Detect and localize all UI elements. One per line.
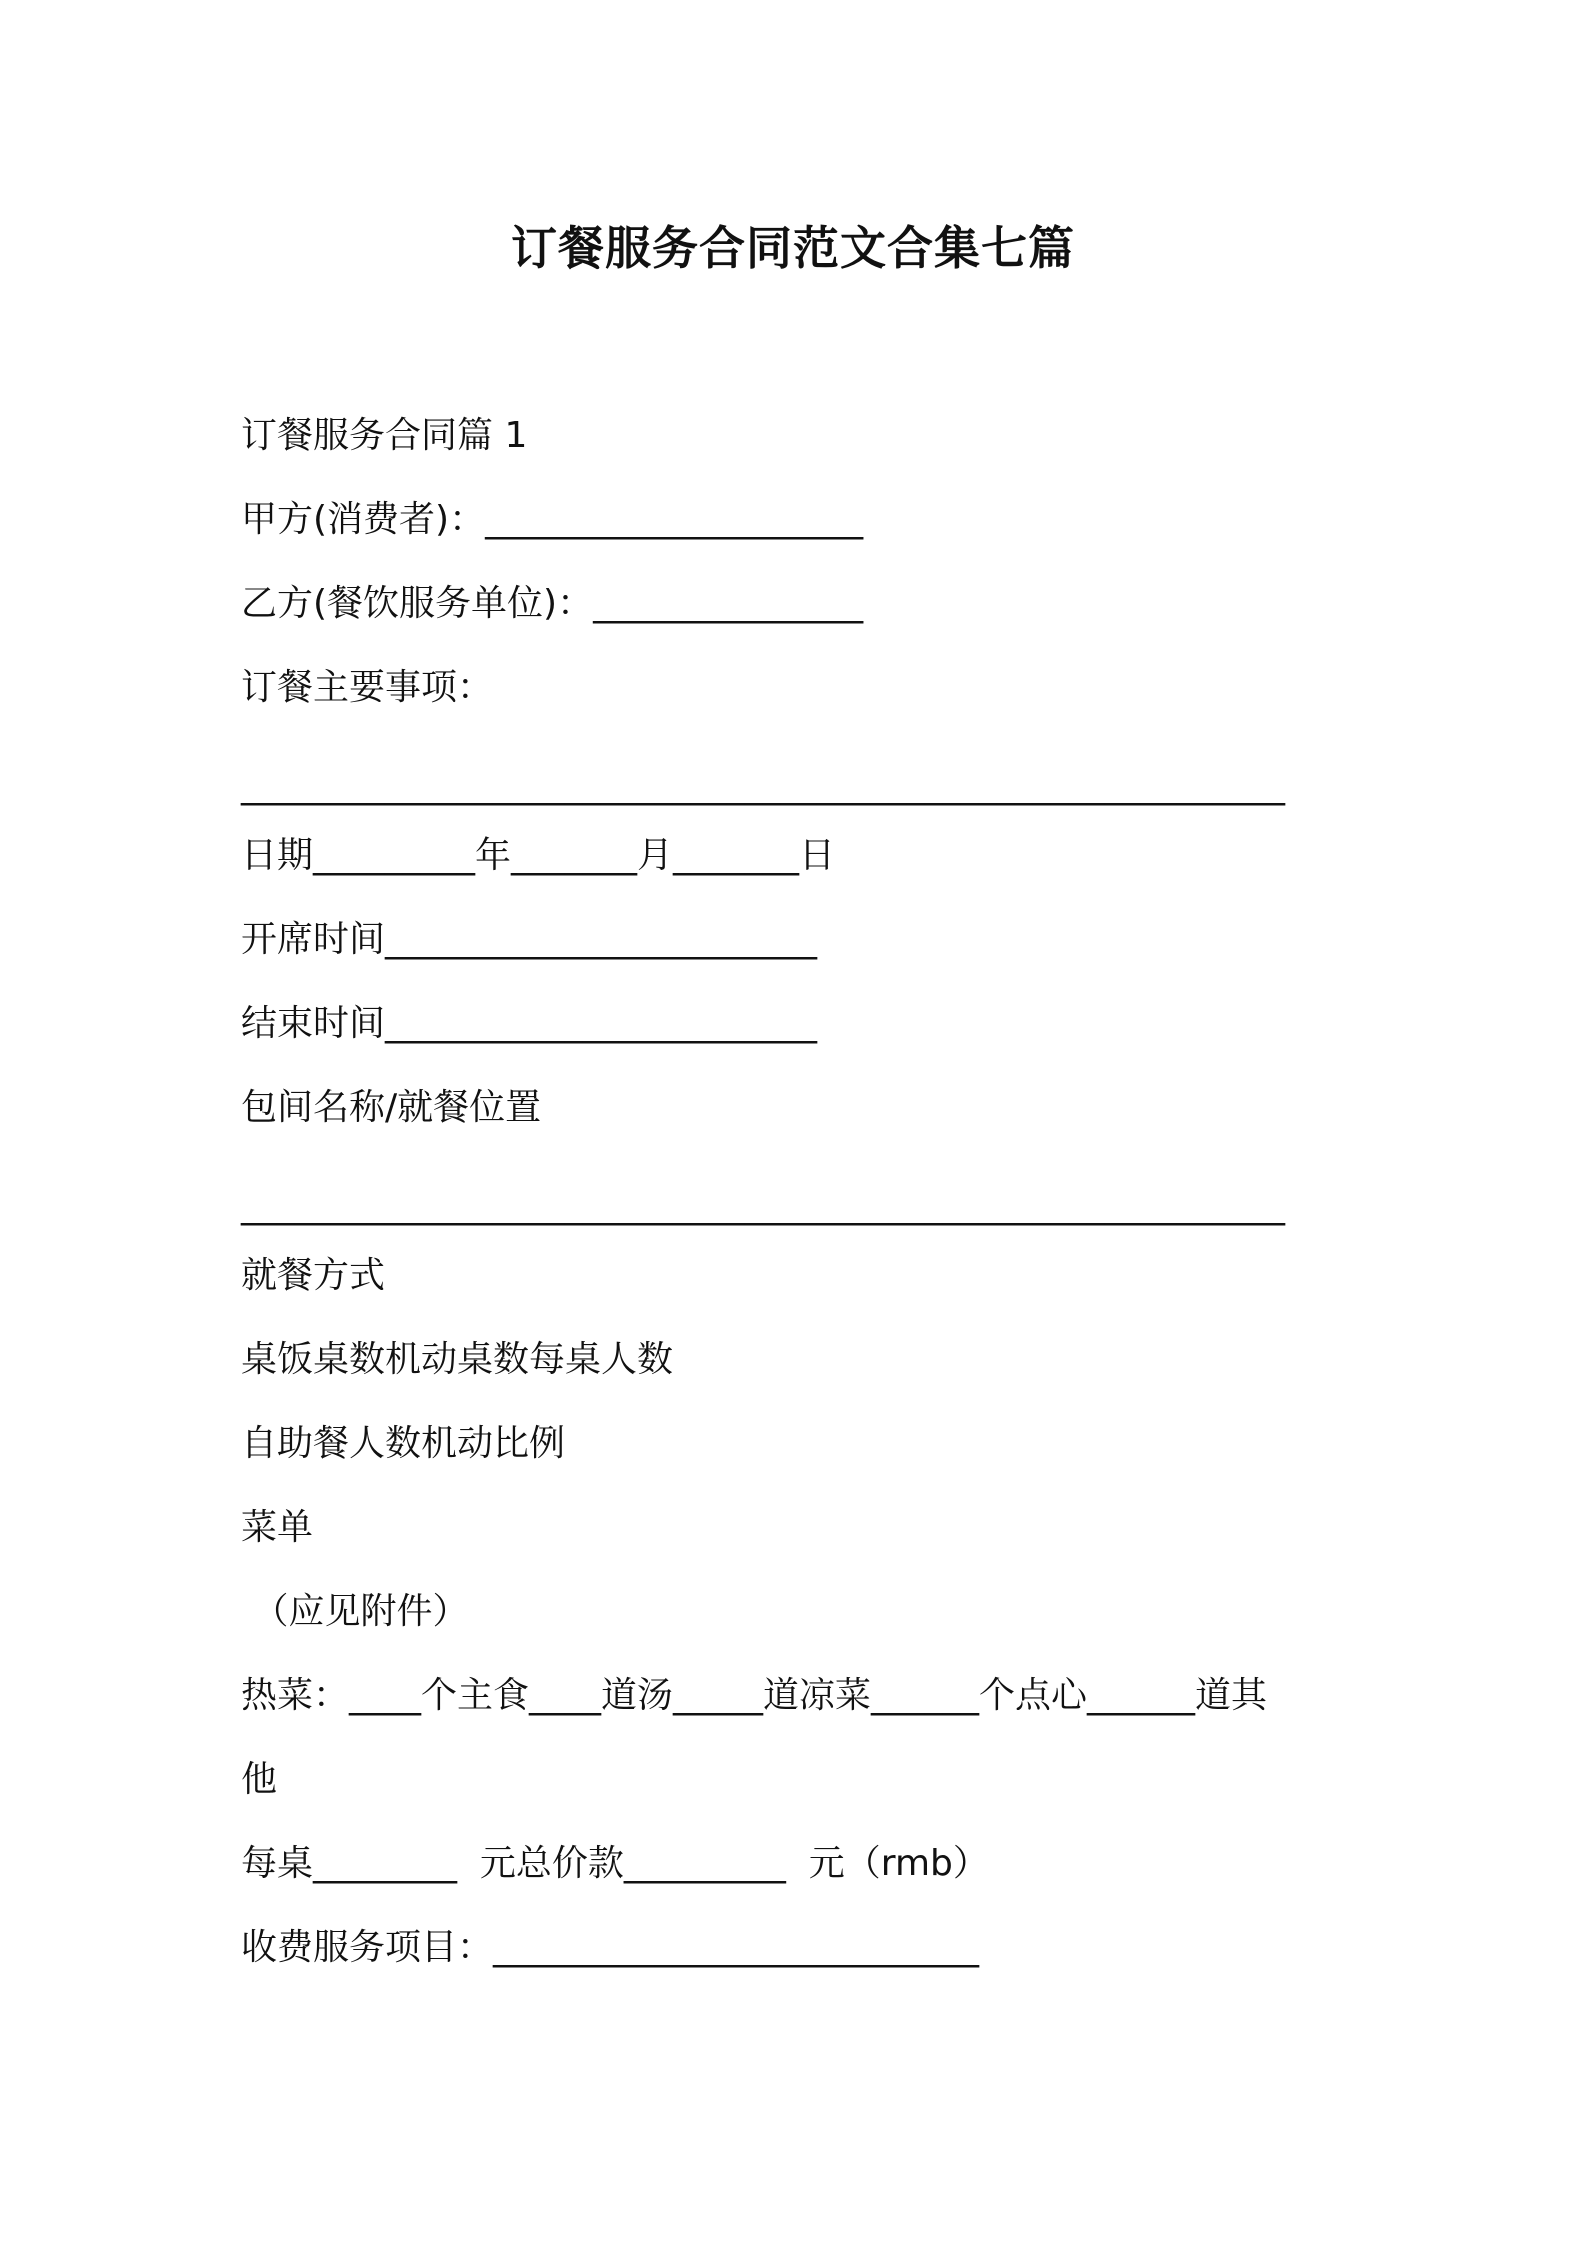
dining-method-label: 就餐方式 bbox=[241, 1255, 386, 1296]
dishes-line: 热菜：____个主食____道汤_____道凉菜______个点心______道其 bbox=[241, 1675, 1268, 1716]
date-line: 日期_________年_______月_______日 bbox=[241, 835, 836, 876]
blank-line: __________________________________________________________ bbox=[241, 1185, 1285, 1226]
main-items-label: 订餐主要事项： bbox=[241, 667, 494, 708]
party-a-line: 甲方(消费者)：_____________________ bbox=[241, 499, 864, 540]
table-count-line: 桌饭桌数机动桌数每桌人数 bbox=[241, 1339, 674, 1380]
document-title: 订餐服务合同范文合集七篇 bbox=[511, 221, 1075, 275]
end-time-line: 结束时间________________________ bbox=[241, 1003, 818, 1044]
dishes-line-continued: 他 bbox=[241, 1759, 278, 1800]
price-line: 每桌________ 元总价款_________ 元（rmb） bbox=[241, 1843, 989, 1884]
blank-line: __________________________________________________________ bbox=[241, 765, 1285, 806]
party-b-line: 乙方(餐饮服务单位)：_______________ bbox=[241, 583, 864, 624]
buffet-line: 自助餐人数机动比例 bbox=[241, 1423, 566, 1464]
menu-label: 菜单 bbox=[241, 1507, 314, 1548]
contract-heading: 订餐服务合同篇 1 bbox=[241, 415, 528, 456]
service-items-line: 收费服务项目：___________________________ bbox=[241, 1927, 980, 1968]
attachment-note: （应见附件） bbox=[241, 1591, 469, 1632]
start-time-line: 开席时间________________________ bbox=[241, 919, 818, 960]
room-location-label: 包间名称/就餐位置 bbox=[241, 1087, 542, 1128]
